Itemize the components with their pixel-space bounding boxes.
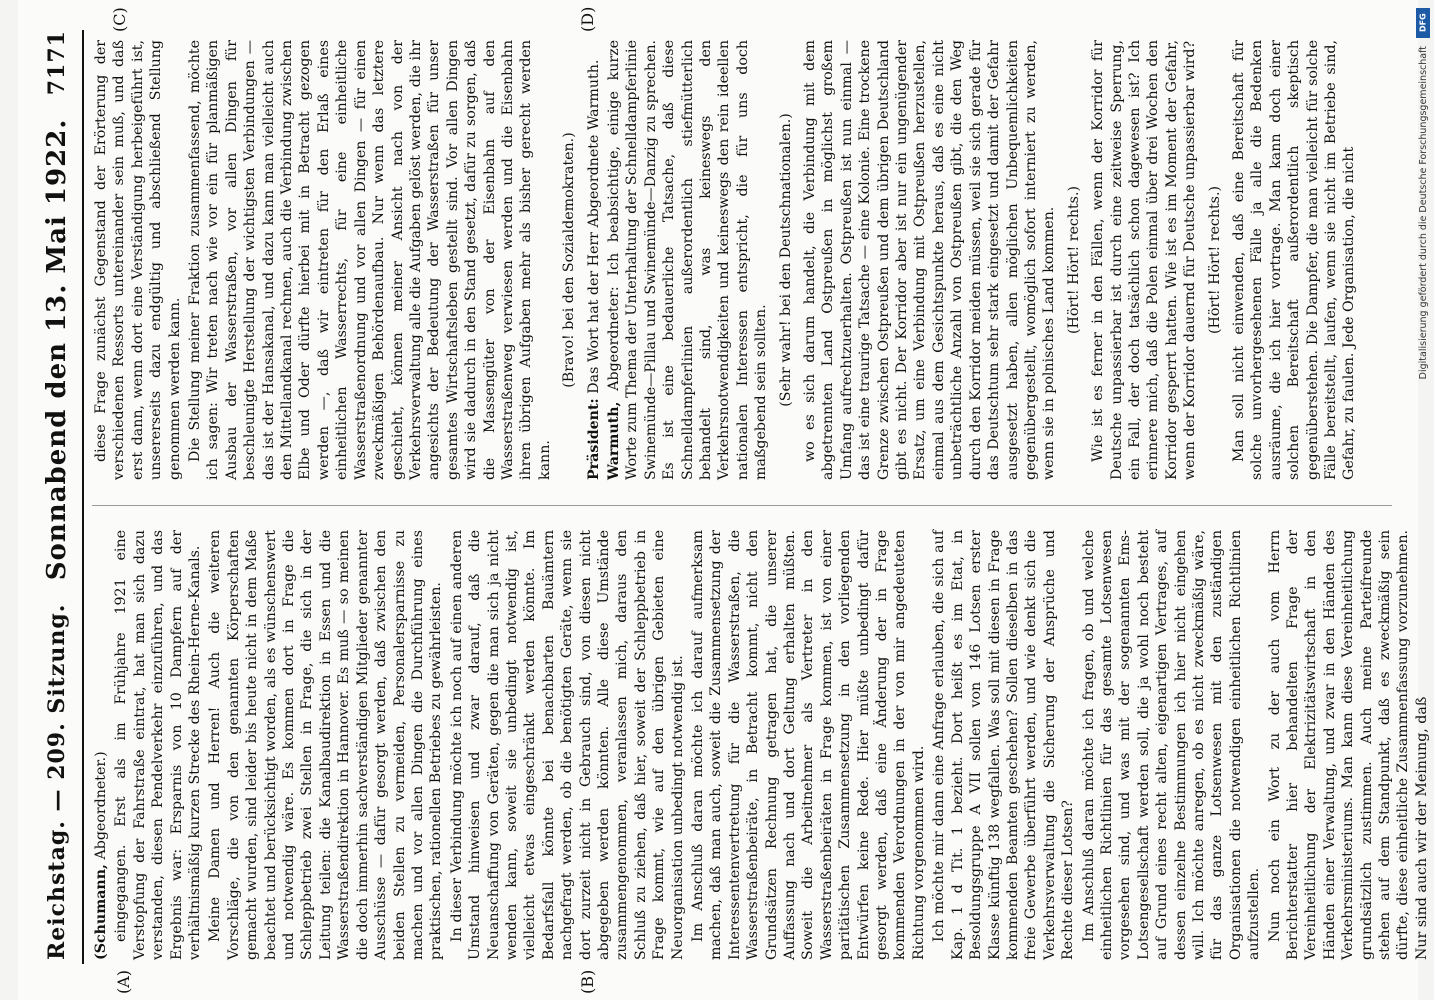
paragraph-text: In dieser Verbindung möchte ich noch auf einen anderen Umstand hinweisen und zwar darauf, daß die Neuanschaffung von Geräten, gegen die man sich ja nicht wenden kann, soweit sie unbedingt notwendig ist, vielleicht etwas eingeschränkt werden könnte. Im Bedarfsfall könnte bei benachbarten Bauämtern nachgefragt werden, ob die benötigten Geräte, wenn sie dort zurzeit nicht in Gebrauch sind, von diesen nicht abgegeben werden könnten. Alle diese Umstände zusammengenommen, veranlassen mich, daraus den Schluß zu ziehen, daß hier, soweit der Schleppbetrieb in Frage kommt, wie auf den übrigen Gebieten eine Neuorganisation unbedingt notwendig ist.	[448, 530, 686, 960]
margin-mark-b: (B)	[578, 969, 597, 994]
paragraph-text: diese Frage zunächst Gegenstand der Erörterung der verschiedenen Ressorts untereinander sein muß, und daß erst dann, wenn dort eine Verständigung herbeigeführt ist, unsererseits dazu endgültig und abschließend Stellung genommen werden kann.	[93, 40, 183, 480]
header-left: Reichstag. — 209. Sitzung.	[44, 603, 70, 960]
dfg-logo: DFG	[1416, 8, 1430, 38]
paragraph-text: Das Wort hat der Herr Abgeordnete Warmuth.	[585, 59, 602, 399]
interjection: (Bravo! bei den Sozialdemokraten.)	[561, 132, 578, 388]
paragraph-text: wo es sich darum handelt, die Verbindung mit dem abgetrennten Land Ostpreußen in möglichst großem Umfang aufrechtzuerhalten. Ostpreußen ist nun einmal — das ist eine traurige Tatsache — eine Kolonie. Eine trockene Grenze zwischen Ostpreußen und dem übrigen Deutschland gibt es nicht. Der Korridor aber ist nur ein ungenügender Ersatz, um eine Verbindung mit Ostpreußen herzustellen, einmal aus dem Gesichtspunkte heraus, daß es eine nicht unbeträchtliche Anzahl von Ostpreußen gibt, die den Weg durch den Korridor meiden müssen, weil sie sich gerade für das Deutschtum sehr stark eingesetzt und damit der Gefahr ausgesetzt haben, allen möglichen Unbequemlichkeiten gegenübergestellt, womöglich sofort interniert zu werden, wenn sie in polnisches Land kommen.	[802, 40, 1058, 480]
paragraph	[585, 40, 603, 480]
paragraph	[1080, 530, 1264, 960]
paragraph-text: Man soll nicht einwenden, daß eine Bereitschaft für solche unvorhergesehenen Fälle ja alle die Bedenken ausräume, die ich hier vortrage. Man kann doch einer solchen Bereitschaft außerordentlich skeptisch gegenüberstehen. Die Dampfer, die man vielleicht für solche Fälle bereitstellt, laufen, wenn sie nicht im Betriebe sind, Gefahr, zu faulen. Jede Organisation, die nicht	[1230, 40, 1358, 480]
column-divider	[92, 505, 1392, 506]
paragraph-text: Meine Damen und Herren! Auch die weiteren Vorschläge, die von den genannten Körperschaften gemacht wurden, sind leider bis heute nicht in dem Maße beachtet und berücksichtigt worden, als es wünschenswert und notwendig wäre. Es kommen dort in Frage die Schleppbetrieb zwei Stellen in Frage, die sich in der Leitung teilen: die Kanalbaudirektion in Essen und die Wasserstraßendirektion in Hannover. Es muß — so meinen die doch immerhin sachverständigen Mitglieder genannter Ausschüsse — dafür gesorgt werden, daß zwischen den beiden Stellen zu vermeiden, Personalersparnisse zu machen und vor allen Dingen die Durchführung eines praktischen, rationellen Betriebes zu gewährleisten.	[207, 530, 445, 960]
speaker-name: (Schumann,	[93, 863, 109, 960]
paragraph-text: Abgeordneter: Ich beabsichtige, einige kurze Worte zum Thema der Unterhaltung der Schnelldampferlinie Swinemünde—Pillau und Swinemünde—Danzig zu sprechen. Es ist eine bedauerliche Tatsache, daß diese Schnelldampferlinien außerordentlich stiefmütterlich behandelt sind, was keineswegs den Verkehrsnotwendigkeiten und keineswegs den rein ideellen nationalen Interessen entspricht, die für uns doch maßgebend sein sollten.	[605, 40, 770, 480]
margin-mark-a: (A)	[114, 969, 133, 994]
paragraph-text: Im Anschluß daran möchte ich fragen, ob und welche einheitlichen Richtlinien für das gesamte Lotsenwesen vorgesehen sind, und was mit der sogenannten Ems-Lotsengesellschaft werden soll, die ja wohl noch besteht auf Grund eines recht alten, eigenartigen Vertrages, auf dessen einzelne Bestimmungen ich hier nicht eingehen will. Ich möchte anregen, ob es nicht zweckmäßig wäre, für das ganze Lotsenwesen mit den zuständigen Organisationen die notwendigen einheitlichen Richtlinien aufzustellen.	[1080, 530, 1263, 960]
paragraph	[186, 40, 554, 480]
dfg-credit-note: Digitalisierung gefördert durch die Deutsche Forschungsgemeinschaft	[1418, 46, 1429, 380]
paragraph-text: Nun noch ein Wort zu der auch vom Herrn Berichterstatter hier behandelten Frage der Vereinheitlichung der Elektrizitätswirtschaft in den Händen einer Verwaltung, und zwar in den Händen des Verkehrsministeriums. Man kann diese Vereinheitlichung grundsätzlich zustimmen. Auch meine Parteifreunde stehen auf dem Standpunkt, daß es zweckmäßig sein dürfte, diese einheitliche Zusammenfassung vorzunehmen. Nur sind auch wir der Meinung, daß	[1266, 530, 1430, 960]
page-number: 7171	[44, 30, 70, 96]
interjection: (Hört! Hört! rechts.)	[1206, 185, 1223, 335]
paragraph	[448, 530, 687, 960]
paragraph-text: Die Stellung meiner Fraktion zusammenfassend, möchte ich sagen: Wir treten nach wie vor ein für planmäßigen Ausbau der Wasserstraßen, vor allen Dingen für beschleunigte Herstellung der wichtigsten Verbindungen — das ist der Hansakanal, und dazu kann man vielleicht auch den Mittellandkanal rechnen, auch die Verbindung zwischen Elbe und Oder dürfte hierbei mit in Betracht gezogen werden —, daß wir eintreten für den Erlaß eines einheitlichen Wasserrechts, für eine einheitliche Wasserstraßenordnung und vor allen Dingen — für einen zweckmäßigen Behördenaufbau. Nur wenn das letztere geschieht, können meiner Ansicht nach von der Verkehrsverwaltung alle die Aufgaben gelöst werden, die ihr angesichts der Bedeutung der Wasserstraßen für unser gesamtes Wirtschaftsleben gestellt sind. Vor allen Dingen wird sie dadurch in den Stand gesetzt, dafür zu sorgen, daß die Massengüter von der Eisenbahn auf den Wasserstraßenweg verwiesen werden und die Eisenbahn ihren übrigen Aufgaben mehr als bisher gerecht werden kann.	[187, 40, 553, 480]
page-header	[36, 30, 78, 960]
paragraph	[689, 530, 928, 960]
text-column-left	[92, 530, 1430, 960]
paragraph	[1230, 40, 1359, 480]
speaker-name: Warmuth,	[605, 401, 622, 480]
margin-mark-d: (D)	[578, 6, 597, 32]
paragraph	[605, 40, 771, 480]
paragraph-text: Abgeordneter.)	[93, 751, 109, 864]
paragraph-text: eingegangen. Erst als im Frühjahre 1921 eine Verstopfung der Fahrstraße eintrat, hat man sich dazu verstanden, diesen Pendelverkehr einzuführen, und das Ergebnis war: Ersparnis von 10 Dampfern auf der verhältnismäßig kurzen Strecke des Rhein-Herne-Kanals.	[113, 530, 204, 960]
dfg-sidebar	[1412, 6, 1432, 996]
header-date: Sonnabend den 13. Mai 1922.	[42, 118, 72, 581]
paragraph	[112, 530, 204, 960]
paragraph	[801, 40, 1059, 480]
speaker-name: Präsident:	[585, 398, 602, 480]
paragraph	[92, 530, 110, 960]
header-rule	[82, 30, 84, 964]
interjection: (Hört! Hört! rechts.)	[1065, 185, 1082, 335]
margin-mark-c: (C)	[110, 7, 129, 32]
paragraph	[930, 530, 1077, 960]
paragraph-text: Ich möchte mir dann eine Anfrage erlauben, die sich auf Kap. 1 d Tit. 1 bezieht. Dort heißt es im Etat, in Besoldungsgruppe A VII sollen von 146 Lotsen erster Klasse künftig 138 wegfallen. Was soll mit diesen in Frage kommenden Beamten geschehen? Sollen dieselben in das freie Gewerbe überführt werden, und wie denkt sich die Verkehrsverwaltung die Sicherung der Ansprüche und Rechte dieser Lotsen?	[931, 530, 1077, 960]
paragraph	[1266, 530, 1432, 960]
paragraph	[1089, 40, 1199, 480]
paragraph-text: Im Anschluß daran möchte ich darauf aufmerksam machen, daß man auch, soweit die Zusammensetzung der Interessentenvertretung für die Wasserstraßen, die Wasserstraßenbeiräte, in Betracht kommt, nicht den Grundsätzen Rechnung getragen hat, die unserer Auffassung nach und dort Geltung erhalten müßten. Soweit die Arbeitnehmer als Vertreter in den Wasserstraßenbeiräten in Frage kommen, ist von einer paritätischen Zusammensetzung in den vorliegenden Entwürfen keine Rede. Hier müßte unbedingt dafür gesorgt werden, daß eine Änderung der in Frage kommenden Verordnungen in der von mir angedeuteten Richtung vorgenommen wird.	[690, 530, 927, 960]
interjection: (Sehr wahr! bei den Deutschnationalen.)	[777, 113, 794, 407]
text-column-right	[92, 40, 1392, 480]
paragraph-text: Wie ist es ferner in den Fällen, wenn der Korridor für Deutsche unpassierbar ist durch eine zeitweise Sperrung, ein Fall, der doch tatsächlich schon dagewesen ist? Ich erinnere mich, daß die Polen einmal über drei Wochen den Korridor gesperrt hatten. Wie ist es im Moment der Gefahr, wenn der Korridor dauernd für Deutsche unpassierbar wird?	[1090, 40, 1199, 480]
paragraph	[92, 40, 184, 480]
paragraph	[206, 530, 445, 960]
